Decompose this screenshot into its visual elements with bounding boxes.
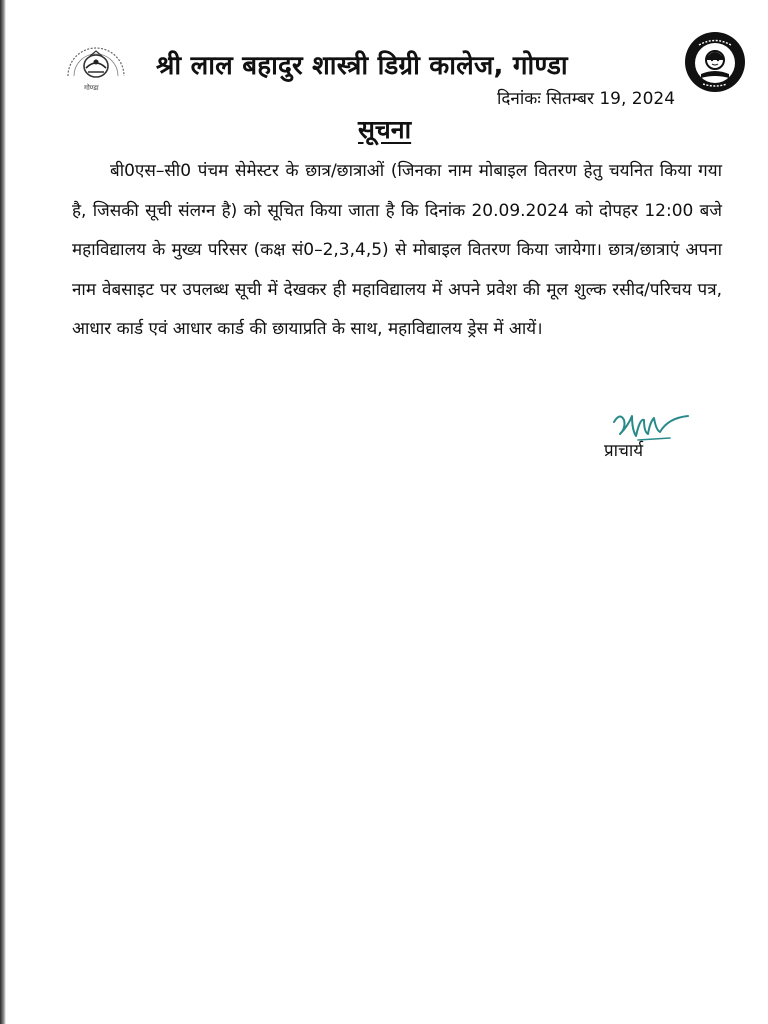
notice-body: बी0एस–सी0 पंचम सेमेस्टर के छात्र/छात्राओं (जिनका नाम मोबाइल वितरण हेतु चयनित किया गया है, जिसकी सूची संलग्न है) को सूचित किया जाता है कि दिनांक 20.09.2024 को दोपहर 12:00 बजे महाविद्यालय के मुख्य परिसर (कक्ष सं0–2,3,4,5) से मोबाइल वितरण किया जायेगा। छात्र/छात्राएं अपना नाम वेबसाइट पर उपलब्ध सूची में देखकर ही महाविद्यालय में अपने प्रवेश की मूल शुल्क रसीद/परिचय पत्र, आधार कार्ड एवं आधार कार्ड की छायाप्रति के साथ, महाविद्यालय ड्रेस में आयें।	[72, 161, 722, 339]
scan-edge-shadow	[0, 0, 6, 1024]
emblem-caption: गोण्डा	[84, 84, 99, 92]
notice-date: दिनांकः सितम्बर 19, 2024	[497, 89, 676, 109]
college-title: श्री लाल बहादुर शास्त्री डिग्री कालेज, गोण्डा	[156, 51, 568, 81]
signatory-title: प्राचार्य	[604, 441, 644, 461]
girl-education-emblem-icon	[683, 30, 747, 94]
notice-heading: सूचना	[358, 115, 412, 144]
